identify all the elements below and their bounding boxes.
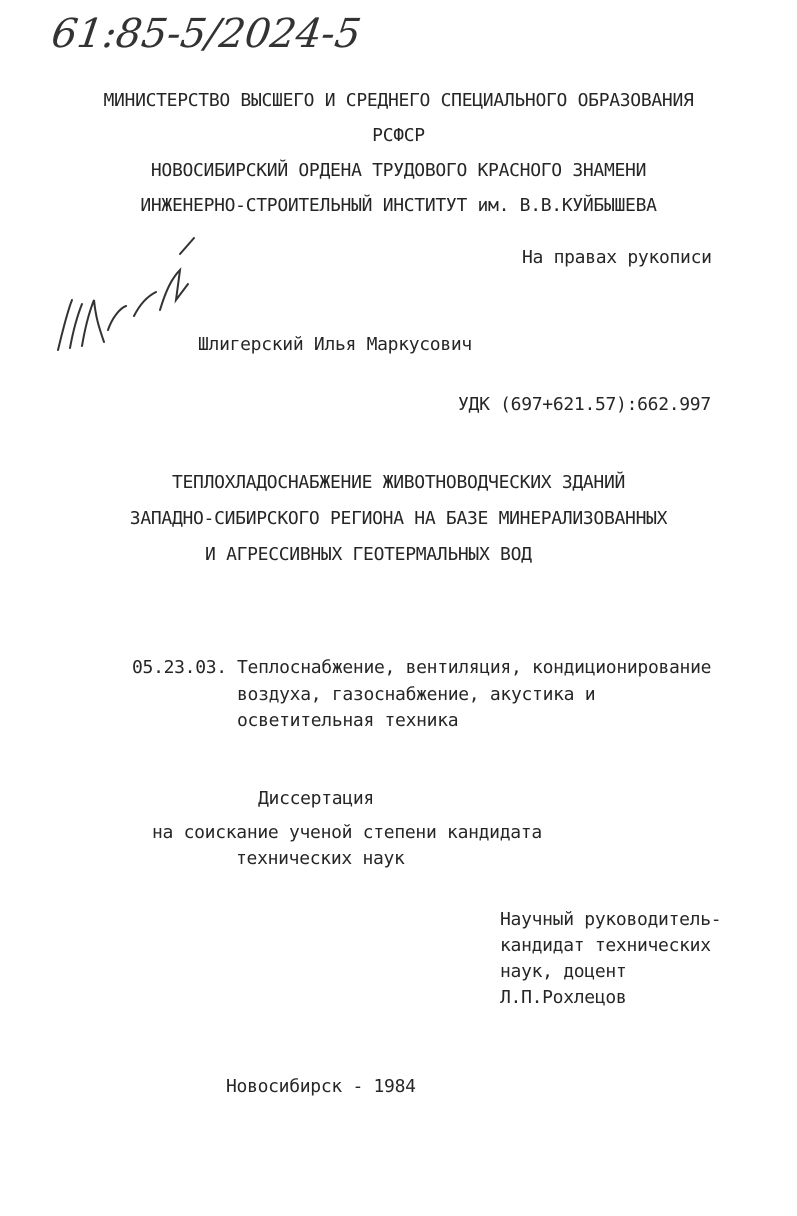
ministry-line: МИНИСТЕРСТВО ВЫСШЕГО И СРЕДНЕГО СПЕЦИАЛЬНОГО ОБРАЗОВАНИЯ	[103, 90, 694, 111]
dissertation-line-3: технических наук	[236, 848, 405, 869]
supervisor-line-2: кандидат технических	[500, 935, 711, 956]
dissertation-line-1: Диссертация	[258, 788, 374, 809]
title-line-1: ТЕПЛОХЛАДОСНАБЖЕНИЕ ЖИВОТНОВОДЧЕСКИХ ЗДАНИЙ	[171, 472, 626, 493]
supervisor-line-4: Л.П.Рохлецов	[500, 987, 627, 1008]
title-line-2: ЗАПАДНО-СИБИРСКОГО РЕГИОНА НА БАЗЕ МИНЕРАЛИЗОВАННЫХ	[129, 508, 668, 529]
title-line-3: И АГРЕССИВНЫХ ГЕОТЕРМАЛЬНЫХ ВОД	[205, 544, 532, 565]
udk-code: УДК (697+621.57):662.997	[458, 394, 711, 415]
institute-line-1: НОВОСИБИРСКИЙ ОРДЕНА ТРУДОВОГО КРАСНОГО ЗНАМЕНИ	[150, 160, 647, 181]
supervisor-line-1: Научный руководитель-	[500, 909, 722, 930]
specialty-line-2: воздуха, газоснабжение, акустика и	[237, 684, 596, 705]
handwritten-signature	[30, 230, 220, 380]
manuscript-note: На правах рукописи	[522, 247, 712, 268]
republic-line: РСФСР	[372, 125, 425, 146]
dissertation-line-2: на соискание ученой степени кандидата	[152, 822, 542, 843]
handwritten-reference: 61:85-5/2024-5	[48, 11, 364, 57]
specialty-line-3: осветительная техника	[237, 710, 459, 731]
supervisor-line-3: наук, доцент	[500, 961, 627, 982]
institute-line-2: ИНЖЕНЕРНО-СТРОИТЕЛЬНЫЙ ИНСТИТУТ им. В.В.КУЙБЫШЕВА	[140, 195, 657, 216]
city-year: Новосибирск - 1984	[226, 1076, 416, 1097]
specialty-code: 05.23.03.	[132, 657, 227, 678]
author-name: Шлигерский Илья Маркусович	[198, 334, 472, 355]
specialty-line-1: Теплоснабжение, вентиляция, кондиционирование	[237, 657, 712, 678]
